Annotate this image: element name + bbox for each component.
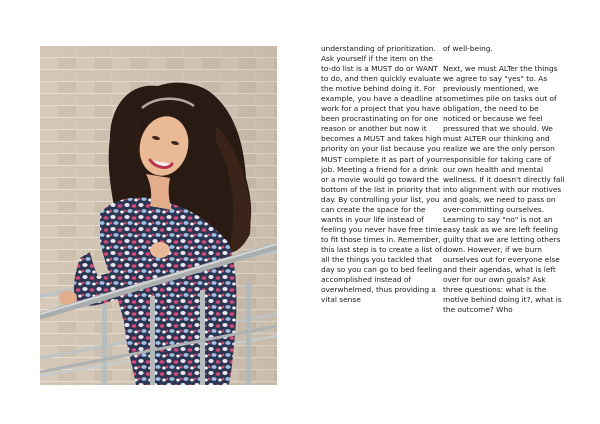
article-column-left: [321, 44, 443, 305]
body-text: understanding of prioritization. Ask yourself if the item on the to-do list is a MUST do or WANT to do, and then quickly evaluate the motive behind doing it. For example, you have a deadline at work for a project that you have been procrastinating on for one reason or another but now it becomes a MUST and takes high priority on your list because you MUST complete it as part of your job. Meeting a friend for a drink or a movie would go toward the bottom of the list in priority that day. By controlling your list, you can create the space for the wants in your life instead of feeling you never have free time to fit those times in. Remember, this last step is to create a list of all the things you tackled that day so you can go to bed feeling accomplished instead of overwhelmed, thus providing a vital sense: [321, 44, 443, 305]
paragraph-spacer: [443, 54, 565, 64]
body-text-paragraph-2: Next, we must ALTer the things we agree to say "yes" to. As previously mentioned, we sometimes pile on tasks out of obligation, the need to be noticed or because we feel pressured that we should. We must ALTER our thinking and realize we are the only person responsible for taking care of our own health and mental wellness. If it doesn't directly fall into alignment with our motives and goals, we need to pass on over-committing ourselves. Learning to say "no" is not an easy task as we are left feeling guilty that we are letting others down. However, if we burn ourselves out for everyone else and their agendas, what is left over for our own goals? Ask three questions: what is the motive behind doing it?, what is the outcome? Who: [443, 64, 565, 315]
portrait-photo: [40, 46, 277, 385]
body-text-paragraph-1: of well-being.: [443, 44, 493, 53]
article-column-right: [443, 44, 565, 315]
